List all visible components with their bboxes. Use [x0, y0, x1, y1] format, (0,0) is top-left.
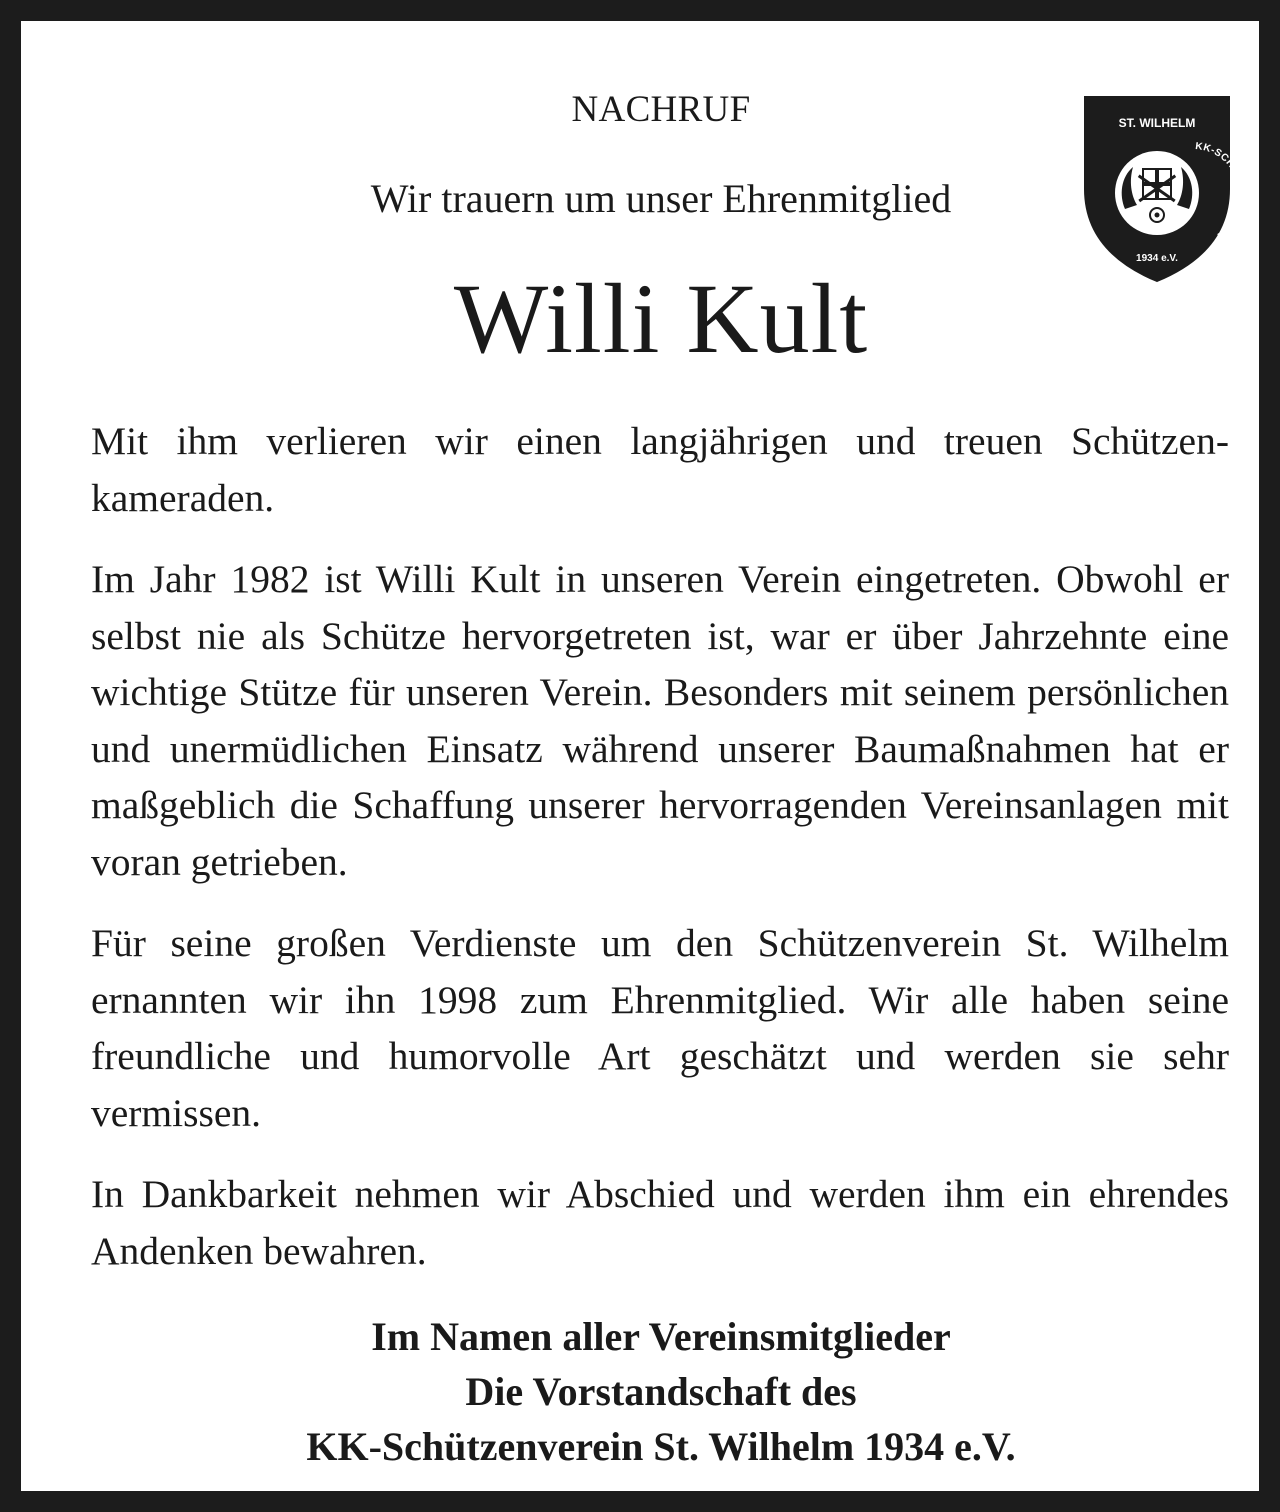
crest-top-text: ST. WILHELM — [1118, 116, 1196, 130]
deceased-name: Willi Kult — [453, 263, 869, 374]
signature-line-2: Die Vorstandschaft des — [465, 1369, 857, 1414]
signature-line-1: Im Namen aller Vereinsmitglieder — [371, 1314, 951, 1359]
notice-subheading: Wir trauern um unser Ehrenmitglied — [370, 176, 952, 221]
paragraph-tribute: Mit ihm verlieren wir einen langjährigen und treuen Schützen-kameraden. — [91, 419, 1229, 520]
paragraph-farewell: In Dankbarkeit nehmen wir Abschied und werden ihm ein ehrendes Andenken bewahren. — [91, 1172, 1229, 1273]
crest-ring-text: KK-SC EIN — [1194, 140, 1235, 242]
paragraph-honors: Für seine großen Verdienste um den Schützenverein St. Wilhelm ernannten wir ihn 1998 zum Ehrenmitglied. Wir alle haben seine freundliche und humorvolle Art geschätzt und werden sie sehr vermissen. — [91, 921, 1229, 1135]
notice-heading: NACHRUF — [571, 89, 751, 130]
signature-line-3: KK-Schützenverein St. Wilhelm 1934 e.V. — [306, 1424, 1016, 1469]
club-crest-icon — [1079, 91, 1235, 285]
notice-body — [91, 413, 1229, 1304]
crest-year-text: 1934 e.V. — [1136, 253, 1178, 264]
paragraph-history: Im Jahr 1982 ist Willi Kult in unseren Verein eingetreten. Obwohl er selbst nie als Schütze hervorgetreten ist, war er über Jahrzehnte eine wichtige Stütze für unseren Verein. Besonders mit seinem persönlichen und unermüdlichen Einsatz während unserer Baumaßnahmen hat er maßgeblich die Schaffung unserer hervorragenden Vereinsanlagen mit voran getrieben. — [91, 557, 1229, 884]
signature-block — [21, 1309, 1280, 1474]
